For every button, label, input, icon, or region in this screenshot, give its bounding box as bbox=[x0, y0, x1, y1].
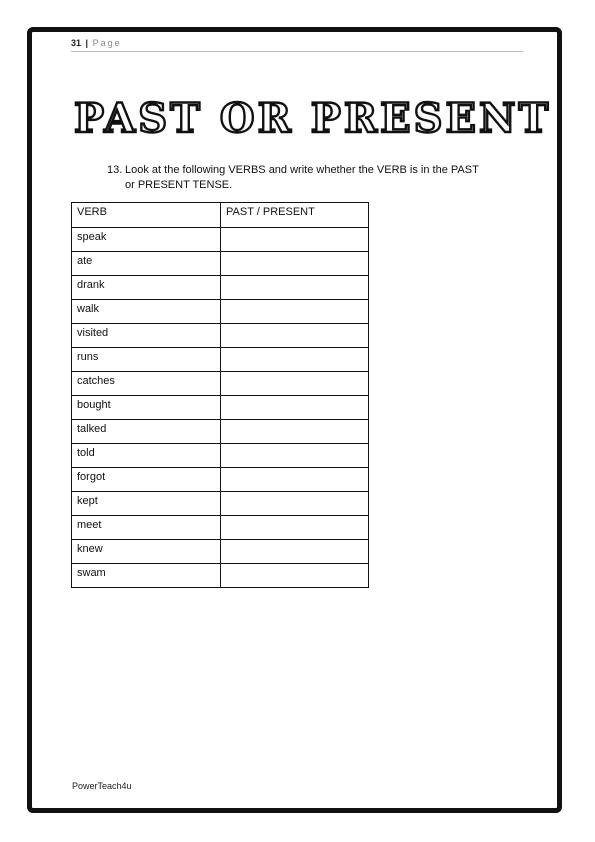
instruction-line-1: Look at the following VERBS and write whether the VERB is in the PAST bbox=[125, 164, 479, 176]
answer-cell[interactable] bbox=[221, 300, 369, 324]
verb-cell: told bbox=[72, 444, 221, 468]
table-row bbox=[72, 468, 369, 492]
table-row bbox=[72, 492, 369, 516]
table-row bbox=[72, 540, 369, 564]
answer-cell[interactable] bbox=[221, 252, 369, 276]
verb-cell: bought bbox=[72, 396, 221, 420]
answer-cell[interactable] bbox=[221, 228, 369, 252]
table-row bbox=[72, 516, 369, 540]
table-row bbox=[72, 276, 369, 300]
verb-cell: kept bbox=[72, 492, 221, 516]
worksheet-title bbox=[72, 88, 552, 142]
verb-cell: runs bbox=[72, 348, 221, 372]
verb-cell: swam bbox=[72, 564, 221, 588]
answer-cell[interactable] bbox=[221, 468, 369, 492]
verb-cell: visited bbox=[72, 324, 221, 348]
footer-brand: PowerTeach4u bbox=[72, 781, 132, 791]
answer-cell[interactable] bbox=[221, 564, 369, 588]
table-row bbox=[72, 324, 369, 348]
table-row bbox=[72, 300, 369, 324]
verb-cell: meet bbox=[72, 516, 221, 540]
answer-cell[interactable] bbox=[221, 516, 369, 540]
table-row bbox=[72, 348, 369, 372]
page-word: Page bbox=[92, 38, 122, 48]
verb-cell: talked bbox=[72, 420, 221, 444]
instruction bbox=[107, 163, 527, 193]
verb-cell: ate bbox=[72, 252, 221, 276]
table-row bbox=[72, 228, 369, 252]
table-row bbox=[72, 396, 369, 420]
answer-cell[interactable] bbox=[221, 444, 369, 468]
table-row bbox=[72, 444, 369, 468]
instruction-line-2: or PRESENT TENSE. bbox=[125, 179, 233, 191]
answer-cell[interactable] bbox=[221, 540, 369, 564]
header-separator: | bbox=[85, 38, 89, 48]
answer-cell[interactable] bbox=[221, 420, 369, 444]
table-row bbox=[72, 564, 369, 588]
column-header-tense: PAST / PRESENT bbox=[221, 203, 369, 228]
page-header bbox=[71, 37, 523, 52]
question-number: 13. bbox=[107, 164, 123, 176]
column-header-verb: VERB bbox=[72, 203, 221, 228]
table-row bbox=[72, 252, 369, 276]
answer-cell[interactable] bbox=[221, 372, 369, 396]
title-text: PAST OR PRESENT bbox=[74, 95, 552, 142]
verb-cell: catches bbox=[72, 372, 221, 396]
verb-cell: walk bbox=[72, 300, 221, 324]
verb-cell: speak bbox=[72, 228, 221, 252]
table-header-row bbox=[72, 203, 369, 228]
page-number: 31 bbox=[71, 38, 82, 48]
answer-cell[interactable] bbox=[221, 276, 369, 300]
answer-cell[interactable] bbox=[221, 324, 369, 348]
answer-cell[interactable] bbox=[221, 492, 369, 516]
answer-cell[interactable] bbox=[221, 396, 369, 420]
table-row bbox=[72, 420, 369, 444]
verb-cell: forgot bbox=[72, 468, 221, 492]
answer-cell[interactable] bbox=[221, 348, 369, 372]
verb-cell: knew bbox=[72, 540, 221, 564]
table-row bbox=[72, 372, 369, 396]
verb-cell: drank bbox=[72, 276, 221, 300]
verb-table bbox=[71, 202, 369, 588]
